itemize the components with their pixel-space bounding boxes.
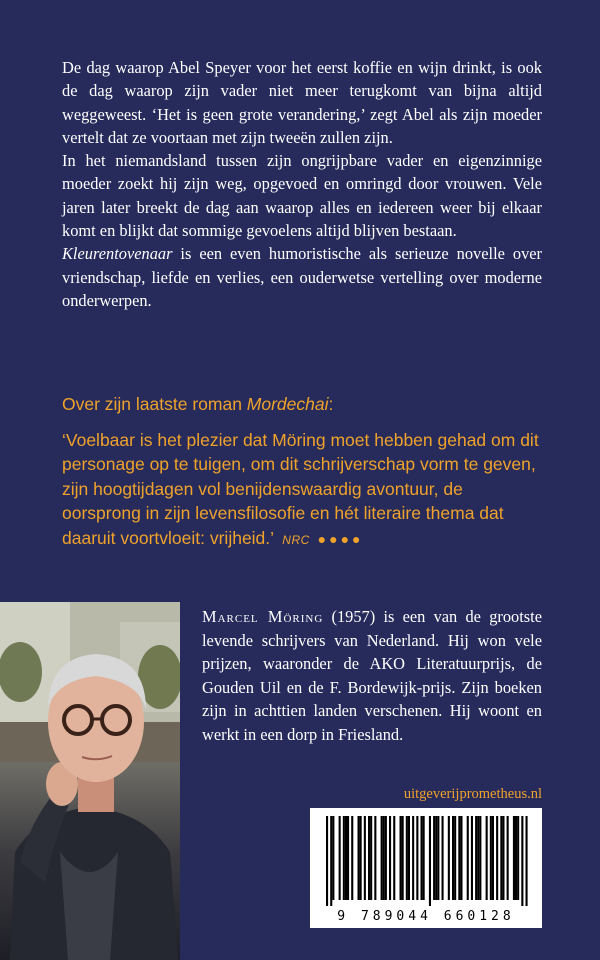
blurb-paragraph-1: De dag waarop Abel Speyer voor het eerst koffie en wijn drinkt, is ook de dag waarop zijn vader niet meer terugkomt van bijna altijd weggeweest. ‘Het is geen grote verandering,’ zegt Abel als zijn moeder vertelt dat ze voortaan met zijn tweeën zullen zijn. [62, 58, 542, 147]
blurb-paragraph-3-rest: is een even humoristische als serieuze novelle over vriendschap, liefde en verlies, een ouderwetse vertelling over moderne onderwerpen. [62, 244, 542, 310]
author-bio-text: (1957) is een van de grootste levende schrijvers van Nederland. Hij won vele prijzen, waaronder de AKO Literatuurprijs, de Gouden Uil en de F. Bordewijk-prijs. Zijn boeken zijn in achttien landen verschenen. Hij woont en werkt in een dorp in Friesland. [202, 607, 543, 744]
blurb [62, 56, 542, 312]
review-quote [62, 428, 542, 552]
review-quote-text: ‘Voelbaar is het plezier dat Möring moet hebben gehad om dit personage op te tuigen, om dit schrijverschap vorm te geven, zijn hoogtijdagen vol benijdenswaardig avontuur, de oorsprong in zijn levensfilosofie en hét literaire thema dat daaruit voortvloeit: vrijheid.’ [62, 430, 539, 548]
author-name: Marcel Möring [202, 607, 324, 626]
publisher-url[interactable]: uitgeverijprometheus.nl [403, 786, 542, 802]
quote-intro-prefix: Over zijn laatste roman [62, 394, 247, 414]
review-source: NRC [282, 532, 310, 547]
quote-intro [62, 392, 542, 416]
author-portrait-illustration [0, 602, 180, 960]
book-title: Kleurentovenaar [62, 244, 173, 264]
isbn-barcode [310, 808, 542, 928]
author-bio [202, 605, 542, 747]
barcode-bars [310, 808, 542, 906]
quote-intro-suffix: : [328, 394, 334, 414]
blurb-paragraph-2: In het niemandsland tussen zijn ongrijpbare vader en eigenzinnige moeder zoekt hij zijn weg, opgevoed en omringd door vrouwen. Vele jaren later breekt de dag aan waarop alles en iedereen weer bij elkaar komt en blijkt dat sommige gevoelens altijd blijven bestaan. [62, 151, 542, 241]
isbn-number: 9 789044 660128 [337, 909, 515, 924]
previous-novel-title: Mordechai [246, 394, 329, 414]
blurb-paragraph-3 [62, 242, 542, 312]
rating-dots: ●●●● [317, 530, 364, 547]
author-photo [0, 602, 180, 960]
